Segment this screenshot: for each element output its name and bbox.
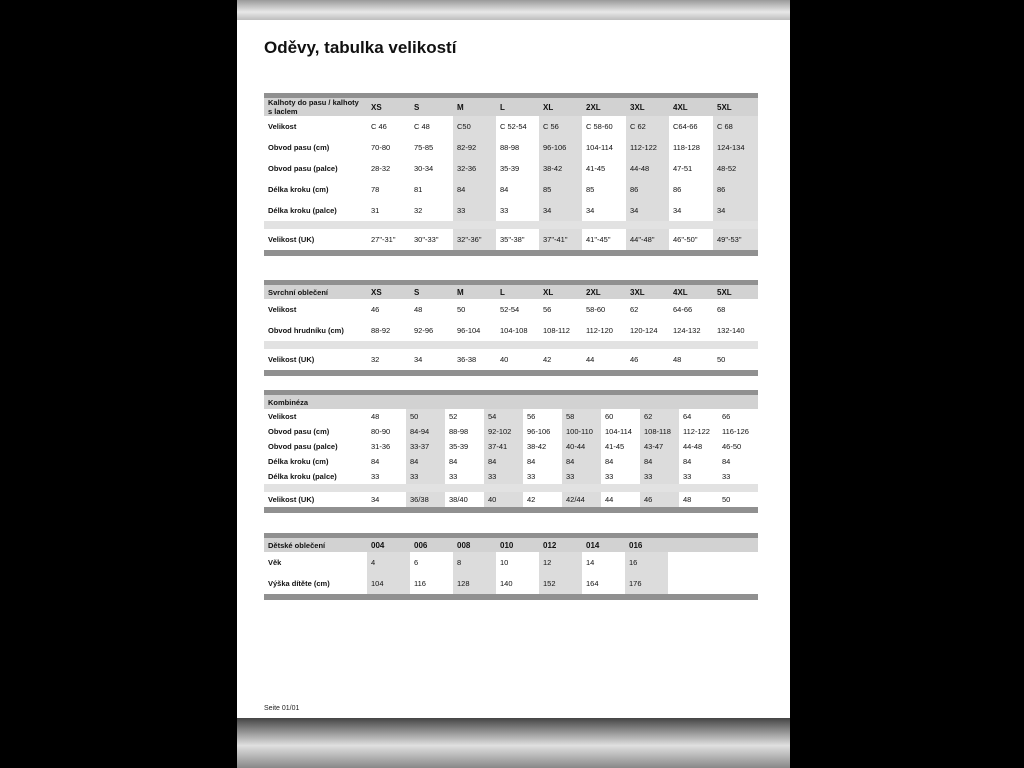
table-cell: 112-120: [582, 320, 626, 341]
size-header-cell: 008: [453, 538, 496, 552]
table-cell: 34: [626, 200, 669, 221]
table-cell: 58: [562, 409, 601, 424]
table-cell: 33: [640, 469, 679, 484]
table-cell: 128: [453, 573, 496, 594]
table-cell: C 58-60: [582, 116, 626, 137]
table-cell: 43-47: [640, 439, 679, 454]
table-cell: 35-39: [496, 158, 539, 179]
row-label: Obvod pasu (cm): [264, 424, 367, 439]
table-bottom-rule: [264, 370, 758, 376]
table-cell: 14: [582, 552, 625, 573]
table-cell: 34: [713, 200, 758, 221]
table-cell: 104-114: [582, 137, 626, 158]
table-cell: 33: [406, 469, 445, 484]
size-header-cell: 006: [410, 538, 453, 552]
size-header-cell: M: [453, 285, 496, 299]
size-header-cell: XL: [539, 98, 582, 116]
table-cell: 38-42: [523, 439, 562, 454]
table-header-row: [264, 395, 758, 409]
table-cell: 32-36: [453, 158, 496, 179]
table-title-cell: Kalhoty do pasu / kalhoty s laclem: [264, 98, 367, 116]
table-cell: 48-52: [713, 158, 758, 179]
table-row: [264, 573, 758, 594]
table-cell: 40-44: [562, 439, 601, 454]
table-cell: 54: [484, 409, 523, 424]
size-header-cell: [484, 395, 523, 409]
table-cell: 42: [539, 349, 582, 370]
size-header-cell: 4XL: [669, 98, 713, 116]
table-cell: 36/38: [406, 492, 445, 507]
kids-size-table: [264, 533, 758, 600]
table-cell: 84: [406, 454, 445, 469]
table-cell: 120-124: [626, 320, 669, 341]
size-header-cell: 014: [582, 538, 625, 552]
table-title-cell: Svrchní oblečení: [264, 285, 367, 299]
table-cell: 4: [367, 552, 410, 573]
row-label: Délka kroku (palce): [264, 469, 367, 484]
table-cell: 42/44: [562, 492, 601, 507]
table-spacer: [264, 341, 758, 349]
size-header-cell: 3XL: [626, 285, 669, 299]
table-cell: 124-132: [669, 320, 713, 341]
table-cell: 92-102: [484, 424, 523, 439]
table-cell: 64-66: [669, 299, 713, 320]
table-row: [264, 200, 758, 221]
table-cell: 42: [523, 492, 562, 507]
page-footer: Seite 01/01: [264, 705, 300, 712]
table-cell: 81: [410, 179, 453, 200]
table-cell: 176: [625, 573, 668, 594]
table-cell: 44"-48": [626, 229, 669, 250]
table-cell: 50: [718, 492, 758, 507]
size-header-cell: [668, 538, 711, 552]
table-cell: 108-118: [640, 424, 679, 439]
table-title-cell: Kombinéza: [264, 395, 367, 409]
size-header-cell: [640, 395, 679, 409]
table-cell: 44: [582, 349, 626, 370]
table-cell: 104: [367, 573, 410, 594]
table-cell: 32: [410, 200, 453, 221]
table-cell: 34: [582, 200, 626, 221]
table-cell: 100-110: [562, 424, 601, 439]
table-cell: 30"-33": [410, 229, 453, 250]
table-cell: C 46: [367, 116, 410, 137]
row-label: Délka kroku (cm): [264, 454, 367, 469]
table-cell: 33: [367, 469, 406, 484]
table-cell: 37"-41": [539, 229, 582, 250]
table-cell: 56: [539, 299, 582, 320]
table-row: [264, 424, 758, 439]
table-cell: 118-128: [669, 137, 713, 158]
size-header-cell: S: [410, 98, 453, 116]
row-label: Velikost: [264, 299, 367, 320]
size-header-cell: L: [496, 98, 539, 116]
table-cell: 34: [539, 200, 582, 221]
table-cell: 34: [367, 492, 406, 507]
table-cell: 60: [601, 409, 640, 424]
outerwear-size-table: [264, 280, 758, 376]
size-header-cell: 2XL: [582, 98, 626, 116]
table-cell: 31: [367, 200, 410, 221]
size-header-cell: M: [453, 98, 496, 116]
table-cell: 64: [679, 409, 718, 424]
row-label: Velikost (UK): [264, 492, 367, 507]
table-row: [264, 409, 758, 424]
table-spacer: [264, 484, 758, 492]
table-cell: 46"-50": [669, 229, 713, 250]
row-label: Délka kroku (palce): [264, 200, 367, 221]
table-cell: 44-48: [679, 439, 718, 454]
size-header-cell: [367, 395, 406, 409]
table-cell: 78: [367, 179, 410, 200]
size-header-cell: XS: [367, 285, 410, 299]
table-header-row: [264, 285, 758, 299]
table-cell: 30-34: [410, 158, 453, 179]
table-row: [264, 299, 758, 320]
table-cell: 75-85: [410, 137, 453, 158]
size-header-cell: 4XL: [669, 285, 713, 299]
table-cell: 40: [484, 492, 523, 507]
table-cell: 62: [640, 409, 679, 424]
table-cell: 33: [523, 469, 562, 484]
table-row: [264, 552, 758, 573]
table-cell: 86: [669, 179, 713, 200]
table-cell: 152: [539, 573, 582, 594]
row-label: Velikost: [264, 116, 367, 137]
table-cell: 84: [601, 454, 640, 469]
table-cell: 35-39: [445, 439, 484, 454]
table-cell: 96-106: [539, 137, 582, 158]
table-cell: 140: [496, 573, 539, 594]
size-header-cell: XL: [539, 285, 582, 299]
bottom-bar: [237, 718, 790, 768]
table-cell: 16: [625, 552, 668, 573]
row-label: Obvod hrudníku (cm): [264, 320, 367, 341]
table-bottom-rule: [264, 594, 758, 600]
table-cell: 104-108: [496, 320, 539, 341]
table-cell: 82-92: [453, 137, 496, 158]
table-cell: 86: [626, 179, 669, 200]
table-row: [264, 439, 758, 454]
table-cell: 41"-45": [582, 229, 626, 250]
row-label: Výška dítěte (cm): [264, 573, 367, 594]
table-cell: 33-37: [406, 439, 445, 454]
table-row: [264, 469, 758, 484]
size-header-cell: 5XL: [713, 98, 758, 116]
table-cell: 32: [367, 349, 410, 370]
size-header-cell: 3XL: [626, 98, 669, 116]
table-header-row: [264, 98, 758, 116]
row-label: Velikost (UK): [264, 229, 367, 250]
table-bottom-rule: [264, 250, 758, 256]
table-cell: 66: [718, 409, 758, 424]
table-row: [264, 320, 758, 341]
table-cell: [668, 552, 711, 573]
table-cell: 92-96: [410, 320, 453, 341]
table-cell: 44-48: [626, 158, 669, 179]
table-cell: [711, 552, 758, 573]
row-label: Obvod pasu (palce): [264, 158, 367, 179]
table-cell: 36-38: [453, 349, 496, 370]
table-cell: 33: [718, 469, 758, 484]
table-cell: 27"-31": [367, 229, 410, 250]
table-cell: C 48: [410, 116, 453, 137]
table-cell: C 62: [626, 116, 669, 137]
table-cell: 84: [718, 454, 758, 469]
table-cell: 46-50: [718, 439, 758, 454]
table-cell: C 52-54: [496, 116, 539, 137]
table-cell: 132-140: [713, 320, 758, 341]
table-cell: 35"-38": [496, 229, 539, 250]
table-cell: 38/40: [445, 492, 484, 507]
table-cell: 44: [601, 492, 640, 507]
table-cell: 88-92: [367, 320, 410, 341]
table-cell: 47-51: [669, 158, 713, 179]
row-label: Velikost (UK): [264, 349, 367, 370]
coverall-size-table: [264, 390, 758, 513]
table-cell: 84: [453, 179, 496, 200]
table-cell: 34: [669, 200, 713, 221]
table-row: [264, 229, 758, 250]
table-cell: 86: [713, 179, 758, 200]
table-cell: 112-122: [679, 424, 718, 439]
table-header-row: [264, 538, 758, 552]
table-row: [264, 349, 758, 370]
row-label: Obvod pasu (palce): [264, 439, 367, 454]
table-bottom-rule: [264, 507, 758, 513]
document-page: [237, 20, 790, 718]
table-cell: 88-98: [496, 137, 539, 158]
table-cell: C64-66: [669, 116, 713, 137]
table-cell: 33: [562, 469, 601, 484]
table-cell: 84: [484, 454, 523, 469]
page-title: Oděvy, tabulka velikostí: [264, 38, 457, 57]
size-header-cell: [445, 395, 484, 409]
table-cell: 6: [410, 552, 453, 573]
table-cell: C 68: [713, 116, 758, 137]
table-cell: C 56: [539, 116, 582, 137]
table-row: [264, 492, 758, 507]
table-cell: 84: [679, 454, 718, 469]
table-cell: 28-32: [367, 158, 410, 179]
table-cell: 56: [523, 409, 562, 424]
table-cell: 48: [367, 409, 406, 424]
table-cell: 33: [453, 200, 496, 221]
table-cell: 50: [453, 299, 496, 320]
table-cell: 8: [453, 552, 496, 573]
size-header-cell: 016: [625, 538, 668, 552]
table-cell: 84: [562, 454, 601, 469]
table-cell: 85: [539, 179, 582, 200]
table-cell: 84: [496, 179, 539, 200]
size-header-cell: [679, 395, 718, 409]
size-header-cell: [601, 395, 640, 409]
table-cell: 33: [601, 469, 640, 484]
table-cell: 34: [410, 349, 453, 370]
table-cell: C50: [453, 116, 496, 137]
size-header-cell: L: [496, 285, 539, 299]
table-cell: 84: [445, 454, 484, 469]
table-cell: 88-98: [445, 424, 484, 439]
table-cell: 40: [496, 349, 539, 370]
size-header-cell: XS: [367, 98, 410, 116]
size-header-cell: [406, 395, 445, 409]
row-label: Věk: [264, 552, 367, 573]
row-label: Velikost: [264, 409, 367, 424]
table-cell: 84: [640, 454, 679, 469]
table-cell: 80-90: [367, 424, 406, 439]
table-cell: [668, 573, 711, 594]
size-header-cell: 010: [496, 538, 539, 552]
top-bar: [237, 0, 790, 20]
table-cell: 70-80: [367, 137, 410, 158]
table-cell: 46: [367, 299, 410, 320]
table-cell: 52: [445, 409, 484, 424]
row-label: Obvod pasu (cm): [264, 137, 367, 158]
table-cell: 49"-53": [713, 229, 758, 250]
table-cell: 33: [484, 469, 523, 484]
table-spacer: [264, 221, 758, 229]
table-cell: 41-45: [582, 158, 626, 179]
size-header-cell: 004: [367, 538, 410, 552]
size-header-cell: [562, 395, 601, 409]
table-cell: 84: [523, 454, 562, 469]
table-cell: 84: [367, 454, 406, 469]
size-header-cell: 5XL: [713, 285, 758, 299]
size-header-cell: S: [410, 285, 453, 299]
table-cell: 48: [410, 299, 453, 320]
table-cell: 85: [582, 179, 626, 200]
table-cell: 38-42: [539, 158, 582, 179]
size-header-cell: [523, 395, 562, 409]
table-cell: 108-112: [539, 320, 582, 341]
table-cell: 48: [679, 492, 718, 507]
table-cell: 62: [626, 299, 669, 320]
table-cell: 46: [626, 349, 669, 370]
row-label: Délka kroku (cm): [264, 179, 367, 200]
table-cell: [711, 573, 758, 594]
table-row: [264, 454, 758, 469]
table-row: [264, 158, 758, 179]
pants-size-table: [264, 93, 758, 256]
size-header-cell: [711, 538, 758, 552]
table-cell: 68: [713, 299, 758, 320]
table-cell: 112-122: [626, 137, 669, 158]
table-cell: 12: [539, 552, 582, 573]
table-cell: 10: [496, 552, 539, 573]
table-row: [264, 179, 758, 200]
table-cell: 96-104: [453, 320, 496, 341]
table-cell: 164: [582, 573, 625, 594]
table-row: [264, 116, 758, 137]
table-cell: 50: [406, 409, 445, 424]
table-cell: 116-126: [718, 424, 758, 439]
table-cell: 104-114: [601, 424, 640, 439]
table-cell: 50: [713, 349, 758, 370]
table-cell: 58-60: [582, 299, 626, 320]
table-cell: 116: [410, 573, 453, 594]
table-cell: 33: [496, 200, 539, 221]
table-cell: 41-45: [601, 439, 640, 454]
table-cell: 48: [669, 349, 713, 370]
table-cell: 96-106: [523, 424, 562, 439]
table-cell: 52-54: [496, 299, 539, 320]
table-cell: 31-36: [367, 439, 406, 454]
table-cell: 33: [445, 469, 484, 484]
table-row: [264, 137, 758, 158]
table-cell: 32"-36": [453, 229, 496, 250]
size-header-cell: [718, 395, 758, 409]
size-header-cell: 2XL: [582, 285, 626, 299]
table-cell: 124-134: [713, 137, 758, 158]
table-cell: 46: [640, 492, 679, 507]
table-title-cell: Dětské oblečení: [264, 538, 367, 552]
size-header-cell: 012: [539, 538, 582, 552]
table-cell: 37-41: [484, 439, 523, 454]
table-cell: 84-94: [406, 424, 445, 439]
table-cell: 33: [679, 469, 718, 484]
